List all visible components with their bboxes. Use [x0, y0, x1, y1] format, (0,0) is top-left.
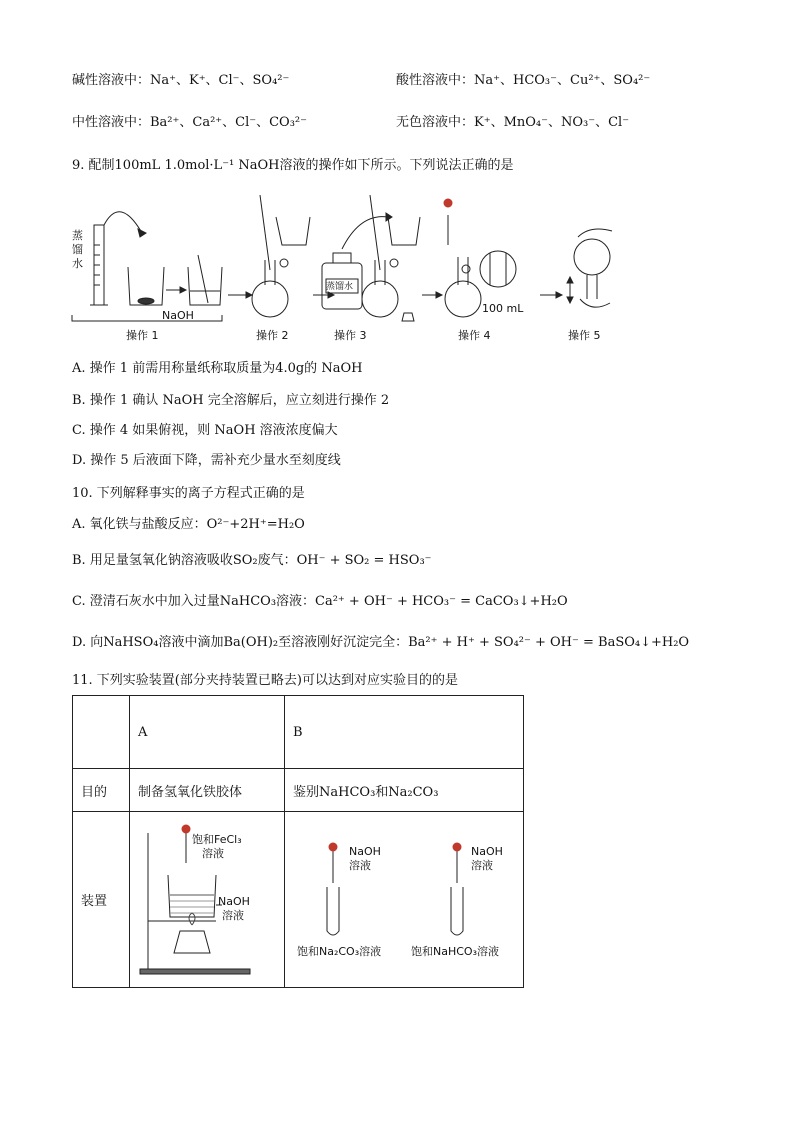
- q9-option-c: C. 操作 4 如果俯视，则 NaOH 溶液浓度偏大: [72, 423, 338, 438]
- q8-option-b: [396, 72, 650, 90]
- q9-option-a: A. 操作 1 前需用称量纸称取质量为4.0g的 NaOH: [72, 361, 363, 376]
- test-tube-1-icon: [327, 887, 339, 935]
- volumetric-flask-2-icon: [362, 195, 420, 321]
- apparatus-a-cell: [130, 812, 285, 988]
- fecl3-label: 饱和FeCl₃: [192, 832, 242, 846]
- apparatus-b-cell: [285, 812, 524, 988]
- naoh-label-a: NaOH: [218, 894, 250, 908]
- burner-icon: [174, 931, 210, 953]
- op5-label: 操作 5: [568, 329, 601, 342]
- water-bottle-icon: [322, 253, 362, 309]
- graduated-cylinder-icon: [90, 225, 108, 305]
- q8-option-b-text: 酸性溶液中：Na⁺、HCO₃⁻、Cu²⁺、SO₄²⁻: [396, 73, 651, 88]
- row-label-apparatus: 装置: [73, 812, 130, 988]
- dropper-icon: [444, 199, 452, 207]
- q9-option-b: B. 操作 1 确认 NaOH 完全溶解后，应立刻进行操作 2: [72, 393, 390, 408]
- purpose-b: 鉴别NaHCO₃和Na₂CO₃: [285, 769, 524, 812]
- table-cell-empty: [73, 696, 130, 769]
- inverting-flask-icon: [567, 229, 612, 307]
- q10-option-c: C. 澄清石灰水中加入过量NaHCO₃溶液：Ca²⁺ + OH⁻ + HCO₃⁻ = CaCO₃↓+H₂O: [72, 594, 568, 609]
- op4-label: 操作 4: [458, 329, 491, 342]
- op3-label: 操作 3: [334, 329, 367, 342]
- q10-option-b: B. 用足量氢氧化钠溶液吸收SO₂废气：OH⁻ + SO₂ = HSO₃⁻: [72, 553, 432, 568]
- magnifier-icon: [480, 251, 516, 287]
- q10-option-a: A. 氧化铁与盐酸反应：O²⁻+2H⁺=H₂O: [72, 517, 305, 532]
- q10-option-d: D. 向NaHSO₄溶液中滴加Ba(OH)₂至溶液刚好沉淀完全：Ba²⁺ + H⁺ + SO₄²⁻ + OH⁻ = BaSO₄↓+H₂O: [72, 635, 690, 650]
- q8-option-a: [72, 72, 289, 90]
- naoh-label-b2: NaOH: [471, 844, 503, 858]
- fecl3-solution-label: 溶液: [202, 846, 224, 860]
- test-tube-2-icon: [451, 887, 463, 935]
- table-header-b: B: [285, 696, 524, 769]
- dropper-icon: [453, 843, 461, 851]
- table-row: [73, 696, 524, 769]
- dropper-icon: [182, 825, 190, 833]
- q9-stem: 9. 配制100mL 1.0mol·L⁻¹ NaOH溶液的操作如下所示。下列说法正确的是: [72, 158, 514, 173]
- q9-option-d: D. 操作 5 后液面下降，需补充少量水至刻度线: [72, 453, 341, 468]
- q8-option-c-text: 中性溶液中：Ba²⁺、Ca²⁺、Cl⁻、CO₃²⁻: [72, 115, 308, 130]
- q11-table: [72, 695, 524, 988]
- row-label-purpose: 目的: [73, 769, 130, 812]
- q8-option-c: [72, 114, 307, 132]
- solution-preparation-diagram: [70, 195, 630, 347]
- op1-bracket: [72, 315, 222, 321]
- naoh-solution-label-b2: 溶液: [471, 858, 493, 872]
- naoh-label: NaOH: [162, 309, 194, 322]
- table-row: [73, 812, 524, 988]
- bottle-label: 蒸馏水: [326, 282, 354, 292]
- q10-stem: 10. 下列解释事实的离子方程式正确的是: [72, 486, 305, 501]
- pour-arrow-icon: [104, 212, 142, 233]
- purpose-a: 制备氢氧化铁胶体: [130, 769, 285, 812]
- naoh-solution-label-a: 溶液: [222, 908, 244, 922]
- na2co3-tube-label: 饱和Na₂CO₃溶液: [297, 944, 382, 958]
- q8-option-a-text: 碱性溶液中：Na⁺、K⁺、Cl⁻、SO₄²⁻: [72, 73, 290, 88]
- op2-label: 操作 2: [256, 329, 289, 342]
- water-label-2: 馏: [72, 243, 83, 256]
- water-label-1: 蒸: [72, 229, 83, 242]
- table-row: [73, 769, 524, 812]
- beaker-stirring-icon: [188, 255, 222, 305]
- q8-option-d: [396, 114, 629, 132]
- volumetric-flask-1-icon: [252, 195, 310, 317]
- colloid-apparatus-icon: [130, 813, 282, 983]
- dropper-icon: [329, 843, 337, 851]
- identification-apparatus-icon: [285, 813, 523, 983]
- nahco3-tube-label: 饱和NaHCO₃溶液: [411, 944, 499, 958]
- beaker-naoh-icon: [128, 267, 164, 305]
- q11-stem: 11. 下列实验装置(部分夹持装置已略去)可以达到对应实验目的的是: [72, 673, 458, 688]
- naoh-label-b1: NaOH: [349, 844, 381, 858]
- volume-label: 100 mL: [482, 302, 524, 315]
- water-label-3: 水: [72, 257, 83, 270]
- volumetric-flask-3-icon: [444, 199, 516, 317]
- q8-option-d-text: 无色溶液中：K⁺、MnO₄⁻、NO₃⁻、Cl⁻: [396, 115, 630, 130]
- table-header-a: A: [130, 696, 285, 769]
- op1-label: 操作 1: [126, 329, 159, 342]
- naoh-solution-label-b1: 溶液: [349, 858, 371, 872]
